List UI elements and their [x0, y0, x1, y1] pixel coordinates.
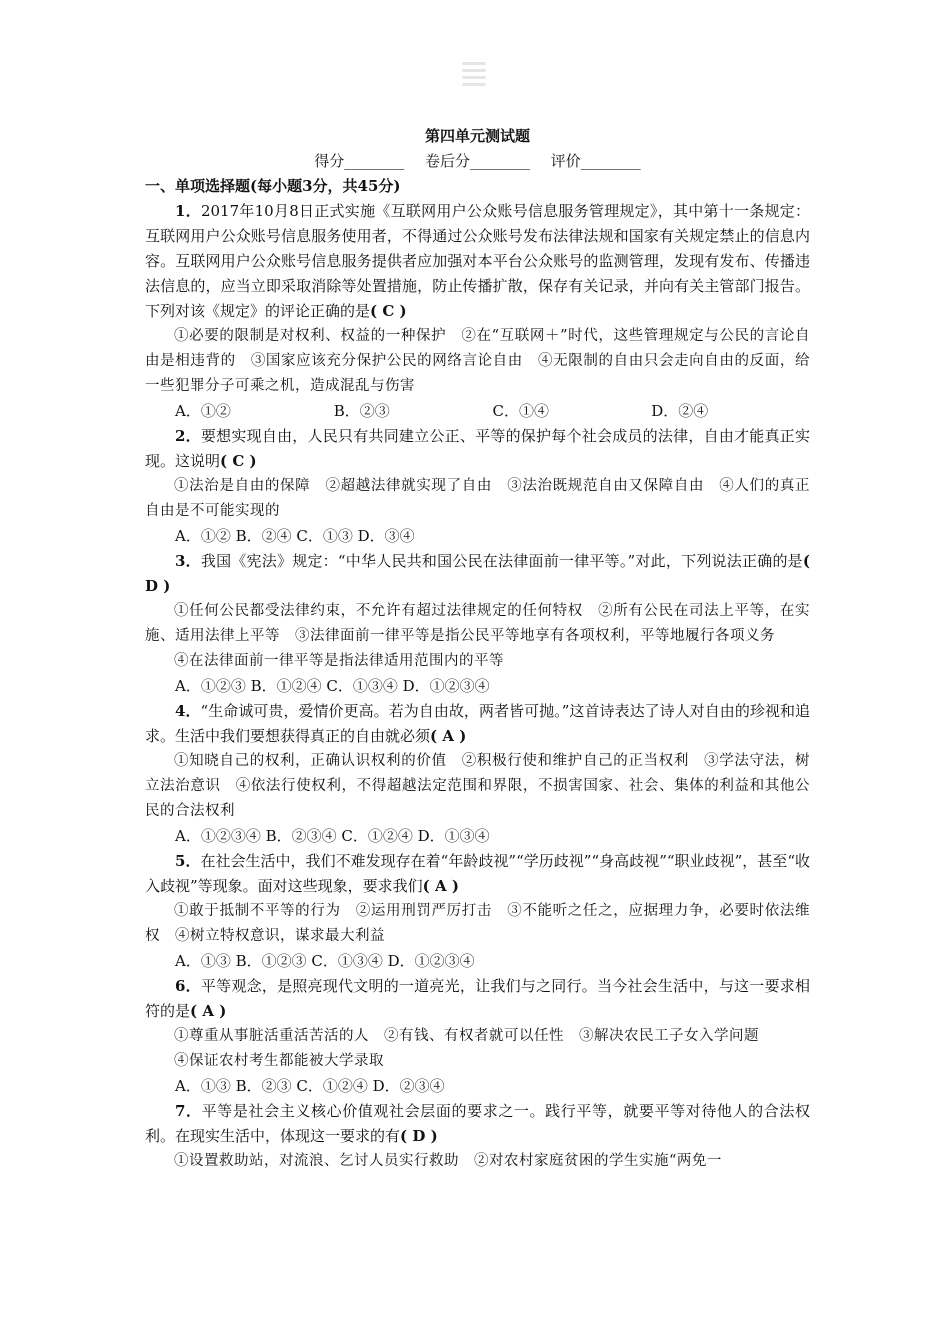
- answer-1: ( C ): [370, 302, 407, 320]
- statement-block: ①知晓自己的权利，正确认识权利的价值 ②积极行使和维护自己的正当权利 ③学法守法，树立法治意识 ④依法行使权利，不得超越法定范围和界限，不损害国家、社会、集体的利益和其他公民的合法权利: [145, 753, 810, 819]
- statement-block: ①设置救助站，对流浪、乞讨人员实行救助 ②对农村家庭贫困的学生实施“两免一: [174, 1153, 722, 1169]
- choices-2: A．①② B．②④ C．①③ D．③④: [175, 527, 415, 545]
- answer-6: ( A ): [190, 1002, 227, 1020]
- choices-5: A．①③ B．①②③ C．①③④ D．①②③④: [175, 952, 475, 970]
- statement-block: ①任何公民都受法律约束，不允许有超过法律规定的任何特权 ②所有公民在司法上平等，在实施、适用法律上平等 ③法律面前一律平等是指公民平等地享有各项权利，平等地履行各项义务: [145, 603, 810, 644]
- question-3: 3．我国《宪法》规定：“中华人民共和国公民在法律面前一律平等。”对此，下列说法正确的是( D ): [145, 552, 811, 595]
- answer-5: ( A ): [422, 877, 459, 895]
- after-score-field: 卷后分________: [424, 152, 530, 170]
- statement-block: ④保证农村考生都能被大学录取: [174, 1053, 384, 1069]
- page-title: 第四单元测试题: [424, 127, 530, 145]
- watermark-logo: [462, 58, 486, 94]
- section-heading: 一、单项选择题(每小题3分，共45分): [145, 177, 401, 195]
- answer-4: ( A ): [430, 727, 467, 745]
- score-line: [145, 149, 810, 174]
- evaluation-field: 评价________: [550, 152, 641, 170]
- choices-1: A．①② B．②③ C．①④ D．②④: [175, 402, 709, 420]
- question-2: 2．要想实现自由，人民只有共同建立公正、平等的保护每个社会成员的法律，自由才能真正实现。这说明( C ): [145, 427, 810, 470]
- score-field: 得分________: [314, 152, 405, 170]
- answer-3: ( D ): [145, 552, 811, 595]
- statement-block: ①尊重从事脏活重活苦活的人 ②有钱、有权者就可以任性 ③解决农民工子女入学问题: [174, 1028, 759, 1044]
- choices-6: A．①③ B．②③ C．①②④ D．②③④: [175, 1077, 445, 1095]
- question-4: 4．“生命诚可贵，爱情价更高。若为自由故，两者皆可抛。”这首诗表达了诗人对自由的珍视和追求。生活中我们要想获得真正的自由就必须( A ): [145, 702, 811, 745]
- statement-block: ①敢于抵制不平等的行为 ②运用刑罚严厉打击 ③不能听之任之，应据理力争，必要时依法维权 ④树立特权意识，谋求最大利益: [145, 903, 810, 944]
- statement-block: ④在法律面前一律平等是指法律适用范围内的平等: [174, 653, 504, 669]
- choices-3: A．①②③ B．①②④ C．①③④ D．①②③④: [175, 677, 490, 695]
- statement-block: ①必要的限制是对权利、权益的一种保护 ②在“互联网＋”时代，这些管理规定与公民的言论自由是相违背的 ③国家应该充分保护公民的网络言论自由 ④无限制的自由只会走向自由的反面，给一些犯罪分子可乘之机，造成混乱与伤害: [145, 328, 810, 394]
- exam-content: [145, 124, 810, 1174]
- question-1: 1．2017年10月8日正式实施《互联网用户公众账号信息服务管理规定》，其中第十一条规定：互联网用户公众账号信息服务使用者，不得通过公众账号发布法律法规和国家有关规定禁止的信息内容。互联网用户公众账号信息服务提供者应加强对本平台公众账号的监测管理，发现有发布、传播违法信息的，应当立即采取消除等处置措施，防止传播扩散，保存有关记录，并向有关主管部门报告。下列对该《规定》的评论正确的是( C ): [145, 202, 810, 320]
- question-7: 7．平等是社会主义核心价值观社会层面的要求之一。践行平等，就要平等对待他人的合法权利。在现实生活中，体现这一要求的有( D ): [145, 1102, 810, 1145]
- answer-7: ( D ): [400, 1127, 438, 1145]
- answer-2: ( C ): [220, 452, 257, 470]
- statement-block: ①法治是自由的保障 ②超越法律就实现了自由 ③法治既规范自由又保障自由 ④人们的真正自由是不可能实现的: [145, 478, 810, 519]
- question-5: 5．在社会生活中，我们不难发现存在着“年龄歧视”“学历歧视”“身高歧视”“职业歧视”，甚至“收入歧视”等现象。面对这些现象，要求我们( A ): [145, 852, 810, 895]
- choices-4: A．①②③④ B．②③④ C．①②④ D．①③④: [175, 827, 490, 845]
- question-6: 6．平等观念，是照亮现代文明的一道亮光，让我们与之同行。当今社会生活中，与这一要求相符的是( A ): [145, 977, 810, 1020]
